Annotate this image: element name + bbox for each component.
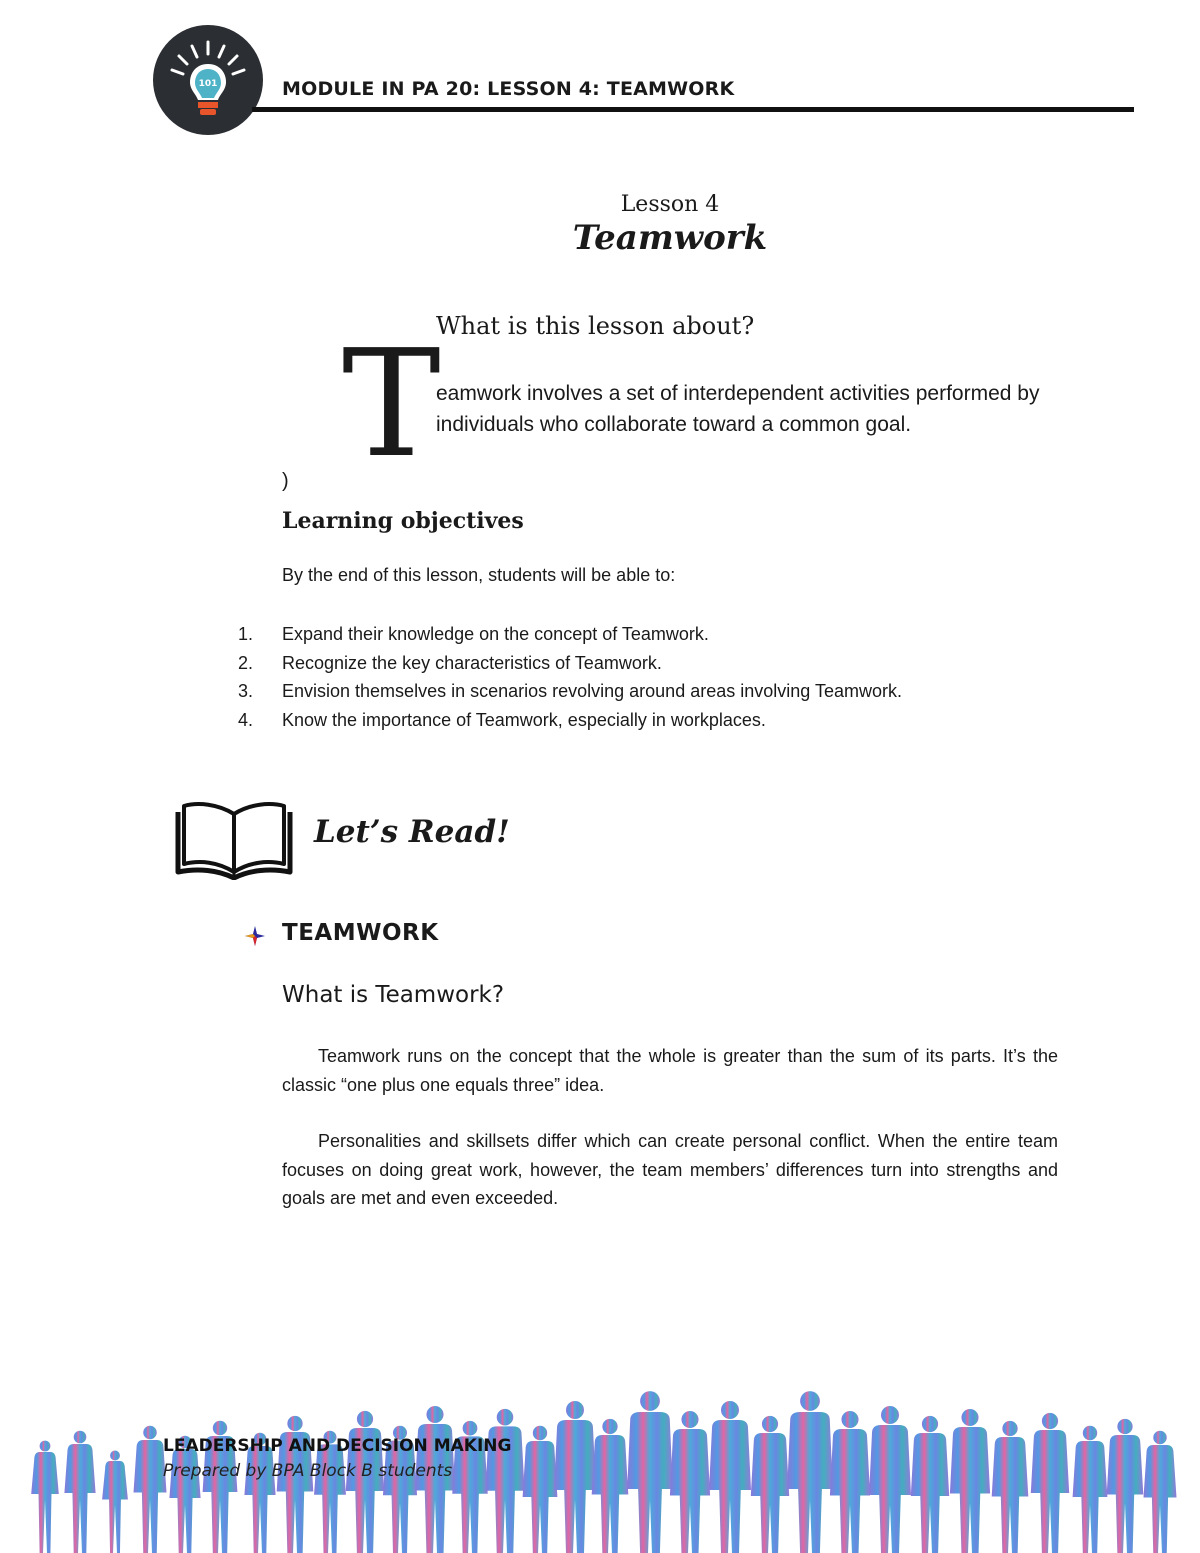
person-silhouette	[1083, 1426, 1097, 1440]
person-silhouette	[627, 1412, 673, 1553]
person-silhouette	[787, 1412, 833, 1553]
list-text: Expand their knowledge on the concept of Teamwork.	[282, 624, 709, 644]
person-silhouette	[357, 1411, 373, 1427]
person-silhouette	[1042, 1413, 1058, 1429]
section-subheading: What is Teamwork?	[282, 982, 505, 1008]
svg-text:101: 101	[198, 79, 218, 89]
person-silhouette	[110, 1451, 120, 1461]
person-silhouette	[1073, 1441, 1108, 1553]
person-silhouette	[463, 1421, 478, 1436]
person-silhouette	[841, 1411, 858, 1428]
person-silhouette	[681, 1411, 698, 1428]
person-silhouette	[1107, 1435, 1144, 1553]
person-silhouette	[640, 1391, 660, 1411]
person-silhouette	[143, 1426, 157, 1440]
stray-character: )	[282, 470, 289, 492]
person-silhouette	[1002, 1421, 1017, 1436]
lightbulb-icon	[152, 24, 264, 136]
person-silhouette	[497, 1409, 514, 1426]
lets-read-heading: Let’s Read!	[314, 814, 510, 850]
list-text: Recognize the key characteristics of Teamwork.	[282, 652, 662, 673]
person-silhouette	[213, 1421, 227, 1435]
person-silhouette	[961, 1409, 978, 1426]
person-silhouette	[670, 1429, 710, 1553]
person-silhouette	[533, 1426, 547, 1440]
person-silhouette	[762, 1416, 778, 1432]
footer-subtitle: Prepared by BPA Block B students	[163, 1461, 453, 1481]
person-silhouette	[426, 1406, 443, 1423]
person-silhouette	[1144, 1445, 1177, 1553]
about-heading: What is this lesson about?	[436, 312, 755, 340]
person-silhouette	[523, 1441, 558, 1553]
person-silhouette	[869, 1425, 911, 1553]
paragraph: Personalities and skillsets differ which can create personal conflict. When the entire team focuses on doing great work, however, the team members’ differences turn into strengths and goals are met and even exceeded.	[282, 1131, 1058, 1208]
person-silhouette	[709, 1420, 751, 1553]
person-silhouette	[554, 1420, 596, 1553]
header-divider	[252, 107, 1134, 112]
person-silhouette	[1031, 1430, 1069, 1553]
person-silhouette	[64, 1444, 95, 1553]
lesson-title: Teamwork	[572, 218, 768, 258]
objectives-heading: Learning objectives	[282, 508, 524, 534]
person-silhouette	[1117, 1419, 1132, 1434]
list-item	[238, 620, 902, 649]
person-silhouette	[751, 1433, 789, 1553]
objectives-intro: By the end of this lesson, students will be able to:	[282, 565, 676, 585]
person-silhouette	[134, 1440, 167, 1553]
list-number: 3.	[238, 681, 254, 702]
person-silhouette	[592, 1435, 629, 1553]
star-bullet-icon	[244, 925, 266, 947]
person-silhouette	[911, 1433, 949, 1553]
list-item	[238, 677, 902, 706]
open-book-icon	[174, 796, 294, 880]
person-silhouette	[881, 1406, 899, 1424]
person-silhouette	[830, 1429, 870, 1553]
person-silhouette	[602, 1419, 617, 1434]
person-silhouette	[721, 1401, 739, 1419]
section-heading: TEAMWORK	[282, 920, 439, 946]
person-silhouette	[74, 1431, 87, 1444]
list-number: 2.	[238, 652, 254, 673]
list-text: Know the importance of Teamwork, especially in workplaces.	[282, 710, 766, 731]
list-item	[238, 649, 902, 678]
module-header-title: MODULE IN PA 20: LESSON 4: TEAMWORK	[282, 78, 735, 100]
footer-title: LEADERSHIP AND DECISION MAKING	[163, 1436, 512, 1456]
person-silhouette	[922, 1416, 938, 1432]
person-silhouette	[102, 1461, 128, 1553]
person-silhouette	[800, 1391, 820, 1411]
person-silhouette	[31, 1452, 59, 1553]
person-silhouette	[287, 1416, 302, 1431]
list-text: Envision themselves in scenarios revolving around areas involving Teamwork.	[282, 681, 902, 702]
person-silhouette	[950, 1427, 990, 1553]
person-silhouette	[566, 1401, 584, 1419]
lesson-number: Lesson 4	[620, 192, 720, 217]
list-number: 1.	[238, 624, 254, 644]
paragraph: Teamwork runs on the concept that the whole is greater than the sum of its parts. It’s the classic “one plus one equals three” idea.	[282, 1046, 1058, 1095]
person-silhouette	[40, 1441, 51, 1452]
list-number: 4.	[238, 710, 254, 731]
person-silhouette	[1153, 1431, 1167, 1445]
about-body: eamwork involves a set of interdependent activities performed by individuals who collaborate toward a common goal.	[436, 382, 1040, 436]
person-silhouette	[992, 1437, 1029, 1553]
list-item	[238, 706, 902, 735]
objectives-list	[238, 620, 902, 735]
drop-cap: T	[342, 318, 441, 490]
person-silhouette	[383, 1441, 417, 1553]
